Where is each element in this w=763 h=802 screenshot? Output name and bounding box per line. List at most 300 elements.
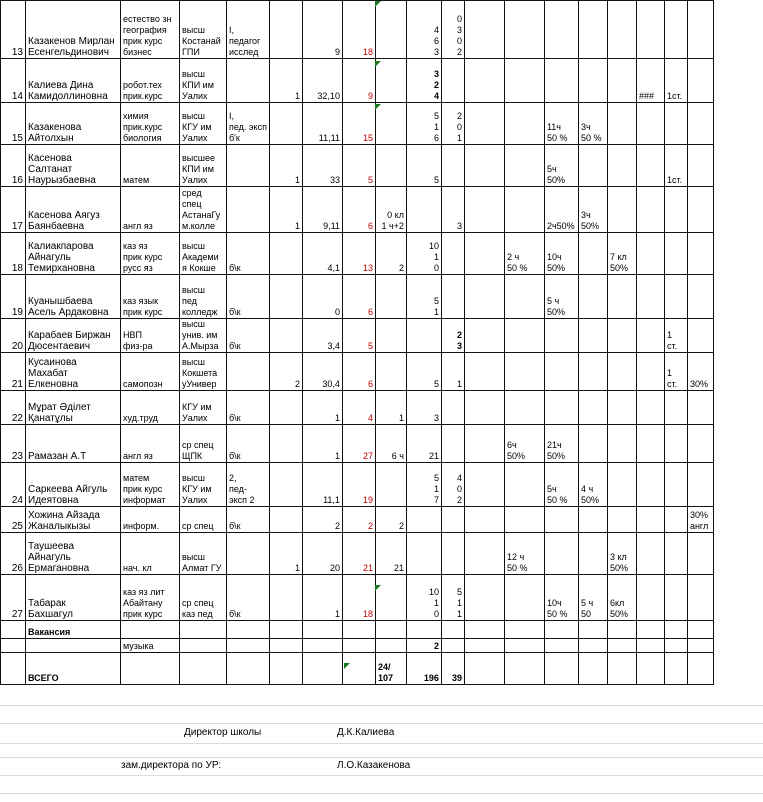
col-11 (464, 575, 504, 621)
col-10: 3 (441, 187, 464, 233)
row-number: 13 (1, 1, 26, 59)
blank (1, 653, 26, 685)
table-row (1, 233, 714, 275)
col-12: 6ч 50% (504, 425, 544, 463)
category: б\к (227, 575, 270, 621)
education: высш Кокшета уУнивер (180, 353, 227, 391)
teacher-name: Саркеева Айгуль Идеятовна (26, 463, 121, 507)
blank (302, 639, 342, 653)
col-9: 21 (406, 425, 441, 463)
col-8: 21 (375, 533, 406, 575)
blank (269, 639, 302, 653)
comment-marker (375, 1, 381, 7)
col-12 (504, 103, 544, 145)
subject: самопозн (121, 353, 180, 391)
col-18 (687, 575, 713, 621)
col-15 (607, 463, 636, 507)
col-10 (441, 507, 464, 533)
col-15: 7 кл 50% (607, 233, 636, 275)
experience: 9,11 (302, 187, 342, 233)
col-13: 5 ч 50% (544, 275, 578, 319)
experience: 33 (302, 145, 342, 187)
load-hours: 6 (342, 275, 375, 319)
col-13: 11ч 50 % (544, 103, 578, 145)
col-18 (687, 533, 713, 575)
row-number: 17 (1, 187, 26, 233)
col-5: 1 (269, 187, 302, 233)
experience: 1 (302, 425, 342, 463)
blank (180, 639, 227, 653)
table-row (1, 425, 714, 463)
teacher-name: Рамазан А.Т (26, 425, 121, 463)
col-18: 30% англ (687, 507, 713, 533)
teacher-name: Мұрат Әділет Қанатұлы (26, 391, 121, 425)
load-hours: 18 (342, 575, 375, 621)
blank (504, 653, 544, 685)
load-hours: 18 (342, 1, 375, 59)
col-14: 4 ч 50% (578, 463, 607, 507)
col-12: 2 ч 50 % (504, 233, 544, 275)
col-13 (544, 391, 578, 425)
subject: нач. кл (121, 533, 180, 575)
col-5 (269, 507, 302, 533)
blank (375, 621, 406, 639)
col-8: 0 кл 1 ч+2 (375, 187, 406, 233)
experience: 3,4 (302, 319, 342, 353)
education: ср спец ЩПК (180, 425, 227, 463)
teacher-name: Касенова Салтанат Наурызбаевна (26, 145, 121, 187)
blank (636, 621, 664, 639)
table-row (1, 353, 714, 391)
col-5 (269, 1, 302, 59)
col-16 (636, 275, 664, 319)
col-13: 21ч 50% (544, 425, 578, 463)
load-hours: 13 (342, 233, 375, 275)
blank (664, 653, 687, 685)
total-col-9: 196 (406, 653, 441, 685)
col-18 (687, 319, 713, 353)
col-10: 5 1 1 (441, 575, 464, 621)
row-number: 22 (1, 391, 26, 425)
col-9: 5 (406, 353, 441, 391)
subject: матем прик курс информат (121, 463, 180, 507)
row-number: 15 (1, 103, 26, 145)
experience: 9 (302, 1, 342, 59)
teacher-name: Куанышбаева Асель Ардаковна (26, 275, 121, 319)
blank (464, 653, 504, 685)
subject: каз яз прик курс русс яз (121, 233, 180, 275)
col-8 (375, 353, 406, 391)
col-12 (504, 59, 544, 103)
blank (269, 621, 302, 639)
blank (302, 653, 342, 685)
col-15: 3 кл 50% (607, 533, 636, 575)
load-hours: 5 (342, 145, 375, 187)
col-13 (544, 533, 578, 575)
table-row (1, 533, 714, 575)
blank (26, 639, 121, 653)
table-row (1, 275, 714, 319)
blank (578, 653, 607, 685)
teacher-name: Касенова Аягуз Баянбаевна (26, 187, 121, 233)
director-name: Д.К.Калиева (337, 727, 395, 738)
subject: каз язык прик курс (121, 275, 180, 319)
subject: худ.труд (121, 391, 180, 425)
teacher-name: Казакенов Мирлан Есенгельдинович (26, 1, 121, 59)
col-16 (636, 103, 664, 145)
teacher-name: Калиева Дина Камидоллиновна (26, 59, 121, 103)
col-16 (636, 1, 664, 59)
col-5 (269, 463, 302, 507)
col-5 (269, 425, 302, 463)
table-row (1, 1, 714, 59)
col-8 (375, 319, 406, 353)
category (227, 59, 270, 103)
col-14 (578, 59, 607, 103)
teacher-name: Табарак Бахшагул (26, 575, 121, 621)
table-row (1, 319, 714, 353)
row-number: 27 (1, 575, 26, 621)
col-16 (636, 533, 664, 575)
col-8 (375, 275, 406, 319)
col-16 (636, 463, 664, 507)
col-15 (607, 507, 636, 533)
col-14: 5 ч 50 (578, 575, 607, 621)
col-13: 10ч 50% (544, 233, 578, 275)
col-11 (464, 103, 504, 145)
blank (607, 639, 636, 653)
blank (607, 621, 636, 639)
blank (687, 639, 713, 653)
blank (578, 639, 607, 653)
blank (375, 639, 406, 653)
blank (227, 639, 270, 653)
col-15 (607, 353, 636, 391)
col-17: 1 ст. (664, 319, 687, 353)
col-16: ### (636, 59, 664, 103)
total-label: ВСЕГО (26, 653, 121, 685)
teacher-name: Таушеева Айнагуль Ермагановна (26, 533, 121, 575)
col-18 (687, 391, 713, 425)
col-11 (464, 1, 504, 59)
category (227, 353, 270, 391)
col-9: 5 (406, 145, 441, 187)
col-10 (441, 275, 464, 319)
education: КГУ им Уалих (180, 391, 227, 425)
col-17 (664, 575, 687, 621)
col-11 (464, 533, 504, 575)
table-row (1, 391, 714, 425)
category: 2, пед- эксп 2 (227, 463, 270, 507)
col-12 (504, 145, 544, 187)
subject: робот.тех прик.курс (121, 59, 180, 103)
col-17 (664, 391, 687, 425)
experience: 1 (302, 575, 342, 621)
experience: 1 (302, 391, 342, 425)
education: высшее КПИ им Уалих (180, 145, 227, 187)
blank (687, 653, 713, 685)
row-number: 26 (1, 533, 26, 575)
col-18 (687, 233, 713, 275)
col-15 (607, 145, 636, 187)
col-8 (375, 145, 406, 187)
blank (342, 621, 375, 639)
col-11 (464, 463, 504, 507)
subject: естество зн география прик курс бизнес (121, 1, 180, 59)
col-13 (544, 59, 578, 103)
teacher-name: Калиакпарова Айнагуль Темирхановна (26, 233, 121, 275)
experience: 0 (302, 275, 342, 319)
col-8: 2 (375, 233, 406, 275)
table-row (1, 103, 714, 145)
blank (664, 621, 687, 639)
col-9: 10 1 0 (406, 575, 441, 621)
col-18 (687, 463, 713, 507)
vacancy-value: 2 (406, 639, 441, 653)
row-number: 25 (1, 507, 26, 533)
col-15 (607, 319, 636, 353)
col-10 (441, 425, 464, 463)
director-title: Директор школы (184, 727, 262, 738)
blank (464, 621, 504, 639)
col-13: 5ч 50% (544, 145, 578, 187)
col-5: 2 (269, 353, 302, 391)
blank (227, 621, 270, 639)
col-5: 1 (269, 145, 302, 187)
col-11 (464, 275, 504, 319)
education: ср спец (180, 507, 227, 533)
col-8 (375, 1, 406, 59)
col-10 (441, 533, 464, 575)
col-17 (664, 103, 687, 145)
col-16 (636, 353, 664, 391)
experience: 32,10 (302, 59, 342, 103)
row-number: 23 (1, 425, 26, 463)
education: высш КГУ им Уалих (180, 463, 227, 507)
col-5 (269, 103, 302, 145)
col-9 (406, 533, 441, 575)
col-12 (504, 391, 544, 425)
table-row (1, 463, 714, 507)
category: б\к (227, 233, 270, 275)
experience: 30,4 (302, 353, 342, 391)
music-row (1, 639, 714, 653)
total-col-10: 39 (441, 653, 464, 685)
comment-marker (375, 61, 381, 67)
subject: химия прик.курс биология (121, 103, 180, 145)
col-9: 5 1 7 (406, 463, 441, 507)
col-12: 12 ч 50 % (504, 533, 544, 575)
col-18 (687, 59, 713, 103)
col-8: 6 ч (375, 425, 406, 463)
col-15 (607, 425, 636, 463)
category: б\к (227, 507, 270, 533)
experience: 4,1 (302, 233, 342, 275)
col-10: 2 3 (441, 319, 464, 353)
blank (544, 639, 578, 653)
col-9: 4 6 3 (406, 1, 441, 59)
blank (607, 653, 636, 685)
col-8: 2 (375, 507, 406, 533)
vacancy-label: Вакансия (26, 621, 121, 639)
category: I, педагог исслед (227, 1, 270, 59)
teacher-name: Хожина Айзада Жаналыкызы (26, 507, 121, 533)
blank (121, 621, 180, 639)
blank (504, 639, 544, 653)
col-12 (504, 275, 544, 319)
col-16 (636, 391, 664, 425)
category: б\к (227, 391, 270, 425)
col-12 (504, 319, 544, 353)
experience: 11,1 (302, 463, 342, 507)
load-hours: 6 (342, 187, 375, 233)
col-11 (464, 425, 504, 463)
col-14 (578, 353, 607, 391)
col-13: 5ч 50 % (544, 463, 578, 507)
col-14 (578, 1, 607, 59)
col-17: 1 ст. (664, 353, 687, 391)
experience: 20 (302, 533, 342, 575)
col-10: 1 (441, 353, 464, 391)
comment-marker (375, 104, 381, 110)
col-14 (578, 425, 607, 463)
col-15 (607, 1, 636, 59)
col-15: 6кл 50% (607, 575, 636, 621)
col-12 (504, 1, 544, 59)
col-17: 1ст. (664, 145, 687, 187)
col-9: 3 2 4 (406, 59, 441, 103)
col-17 (664, 233, 687, 275)
blank (544, 653, 578, 685)
blank (180, 653, 227, 685)
col-12 (504, 187, 544, 233)
col-14 (578, 275, 607, 319)
table-row (1, 187, 714, 233)
subject: матем (121, 145, 180, 187)
category (227, 145, 270, 187)
col-13: 10ч 50 % (544, 575, 578, 621)
category (227, 187, 270, 233)
col-11 (464, 187, 504, 233)
education: сред спец АстанаГу м.колле (180, 187, 227, 233)
col-15 (607, 103, 636, 145)
table-row (1, 507, 714, 533)
blank (504, 621, 544, 639)
blank (180, 621, 227, 639)
col-16 (636, 319, 664, 353)
blank (441, 621, 464, 639)
subject: НВП физ-ра (121, 319, 180, 353)
col-14: 3ч 50% (578, 187, 607, 233)
blank (441, 639, 464, 653)
col-17: 1ст. (664, 59, 687, 103)
col-10 (441, 59, 464, 103)
blank (342, 639, 375, 653)
education: высш пед колледж (180, 275, 227, 319)
load-hours: 5 (342, 319, 375, 353)
subject: англ яз (121, 425, 180, 463)
load-hours: 2 (342, 507, 375, 533)
load-hours: 15 (342, 103, 375, 145)
col-16 (636, 425, 664, 463)
col-15 (607, 187, 636, 233)
load-hours: 21 (342, 533, 375, 575)
col-8 (375, 575, 406, 621)
col-16 (636, 145, 664, 187)
col-17 (664, 1, 687, 59)
blank (544, 621, 578, 639)
col-13 (544, 353, 578, 391)
col-14 (578, 507, 607, 533)
category: б\к (227, 275, 270, 319)
col-9 (406, 507, 441, 533)
col-11 (464, 59, 504, 103)
row-number: 21 (1, 353, 26, 391)
row-number: 16 (1, 145, 26, 187)
col-14 (578, 319, 607, 353)
col-10 (441, 233, 464, 275)
col-18 (687, 425, 713, 463)
total-col-8: 24/ 107 (375, 653, 406, 685)
blank (464, 639, 504, 653)
col-5 (269, 391, 302, 425)
total-row (1, 653, 714, 685)
education: высш КГУ им Уалих (180, 103, 227, 145)
col-9 (406, 187, 441, 233)
col-5: 1 (269, 59, 302, 103)
col-9 (406, 319, 441, 353)
category (227, 533, 270, 575)
col-12 (504, 575, 544, 621)
blank (1, 639, 26, 653)
education: высш Костанай ГПИ (180, 1, 227, 59)
category: б\к (227, 425, 270, 463)
blank (227, 653, 270, 685)
blank (1, 621, 26, 639)
col-8: 1 (375, 391, 406, 425)
table-row (1, 145, 714, 187)
blank (302, 621, 342, 639)
col-16 (636, 187, 664, 233)
table-row (1, 575, 714, 621)
col-16 (636, 575, 664, 621)
load-hours: 9 (342, 59, 375, 103)
col-11 (464, 391, 504, 425)
col-9: 3 (406, 391, 441, 425)
row-number: 20 (1, 319, 26, 353)
blank (578, 621, 607, 639)
blank (687, 621, 713, 639)
col-5: 1 (269, 533, 302, 575)
col-18 (687, 187, 713, 233)
load-hours: 27 (342, 425, 375, 463)
col-14 (578, 233, 607, 275)
education: высш унив. им А.Мырза (180, 319, 227, 353)
col-15 (607, 391, 636, 425)
col-5 (269, 575, 302, 621)
blank (406, 621, 441, 639)
load-hours: 6 (342, 353, 375, 391)
col-13 (544, 1, 578, 59)
col-11 (464, 145, 504, 187)
load-hours: 19 (342, 463, 375, 507)
row-number: 19 (1, 275, 26, 319)
col-17 (664, 533, 687, 575)
col-11 (464, 233, 504, 275)
category: б\к (227, 319, 270, 353)
col-11 (464, 507, 504, 533)
col-17 (664, 507, 687, 533)
